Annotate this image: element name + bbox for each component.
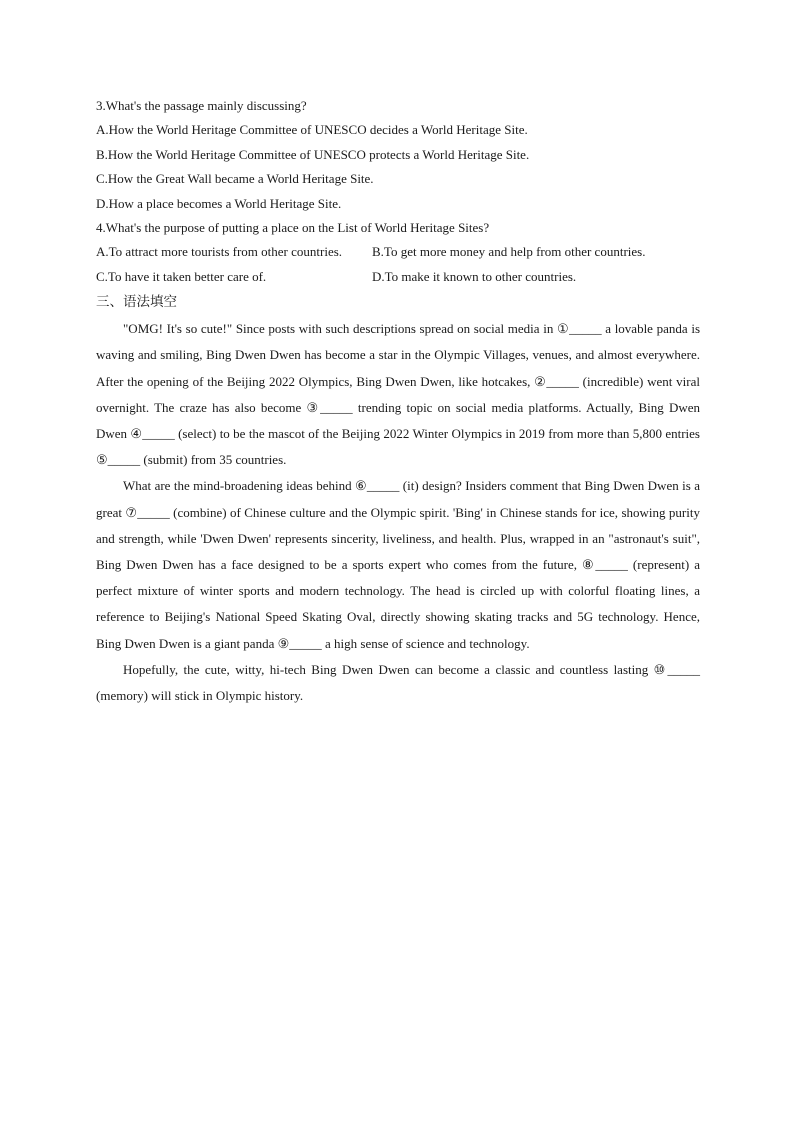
option-row	[96, 240, 700, 264]
question-stem: 3.What's the passage mainly discussing?	[96, 98, 307, 113]
section-title: 三、语法填空	[96, 294, 177, 311]
passage-paragraph: "OMG! It's so cute!" Since posts with such descriptions spread on social media in ①_____ a lovable panda is waving and smiling, Bing Dwen Dwen has become a star in the Olympic Villages, venues, and almost everywhere. After the opening of the Beijing 2022 Olympics, Bing Dwen Dwen, like hotcakes, ②_____ (incredible) went viral overnight. The craze has also become ③_____ trending topic on social media platforms. Actually, Bing Dwen Dwen ④_____ (select) to be the mascot of the Beijing 2022 Winter Olympics in 2019 from more than 5,800 entries ⑤_____ (submit) from 35 countries.	[96, 321, 700, 468]
option-row	[96, 265, 700, 289]
option-c: C.How the Great Wall became a World Heritage Site.	[96, 171, 374, 187]
option-a: A.To attract more tourists from other countries.	[96, 244, 343, 260]
question-3	[96, 94, 700, 216]
passage-paragraph: Hopefully, the cute, witty, hi-tech Bing Dwen Dwen can become a classic and countless lasting ⑩_____ (memory) will stick in Olympic history.	[96, 661, 700, 704]
question-4	[96, 216, 700, 289]
question-stem: 4.What's the purpose of putting a place on the List of World Heritage Sites?	[96, 220, 490, 236]
worksheet-page	[96, 94, 700, 709]
option-a: A.How the World Heritage Committee of UNESCO decides a World Heritage Site.	[96, 122, 528, 138]
option-b: B.To get more money and help from other countries.	[372, 244, 646, 260]
passage-paragraph: What are the mind-broadening ideas behind ⑥_____ (it) design? Insiders comment that Bing Dwen Dwen is a great ⑦_____ (combine) of Chinese culture and the Olympic spirit. 'Bing' in Chinese stands for ice, showing purity and strength, while 'Dwen Dwen' represents sincerity, liveliness, and health. Plus, wrapped in an "astronaut's suit", Bing Dwen Dwen has a face designed to be a sports expert who comes from the future, ⑧_____ (represent) a perfect mixture of winter sports and modern technology. The head is circled up with colorful floating lines, a reference to Beijing's National Speed Skating Oval, directly showing skating tracks and 5G technology. Hence, Bing Dwen Dwen is a giant panda ⑨_____ a high sense of science and technology.	[96, 478, 700, 651]
option-d: D.To make it known to other countries.	[372, 268, 577, 284]
option-d: D.How a place becomes a World Heritage Site.	[96, 195, 342, 211]
option-b: B.How the World Heritage Committee of UNESCO protects a World Heritage Site.	[96, 146, 530, 162]
option-c: C.To have it taken better care of.	[96, 268, 267, 284]
